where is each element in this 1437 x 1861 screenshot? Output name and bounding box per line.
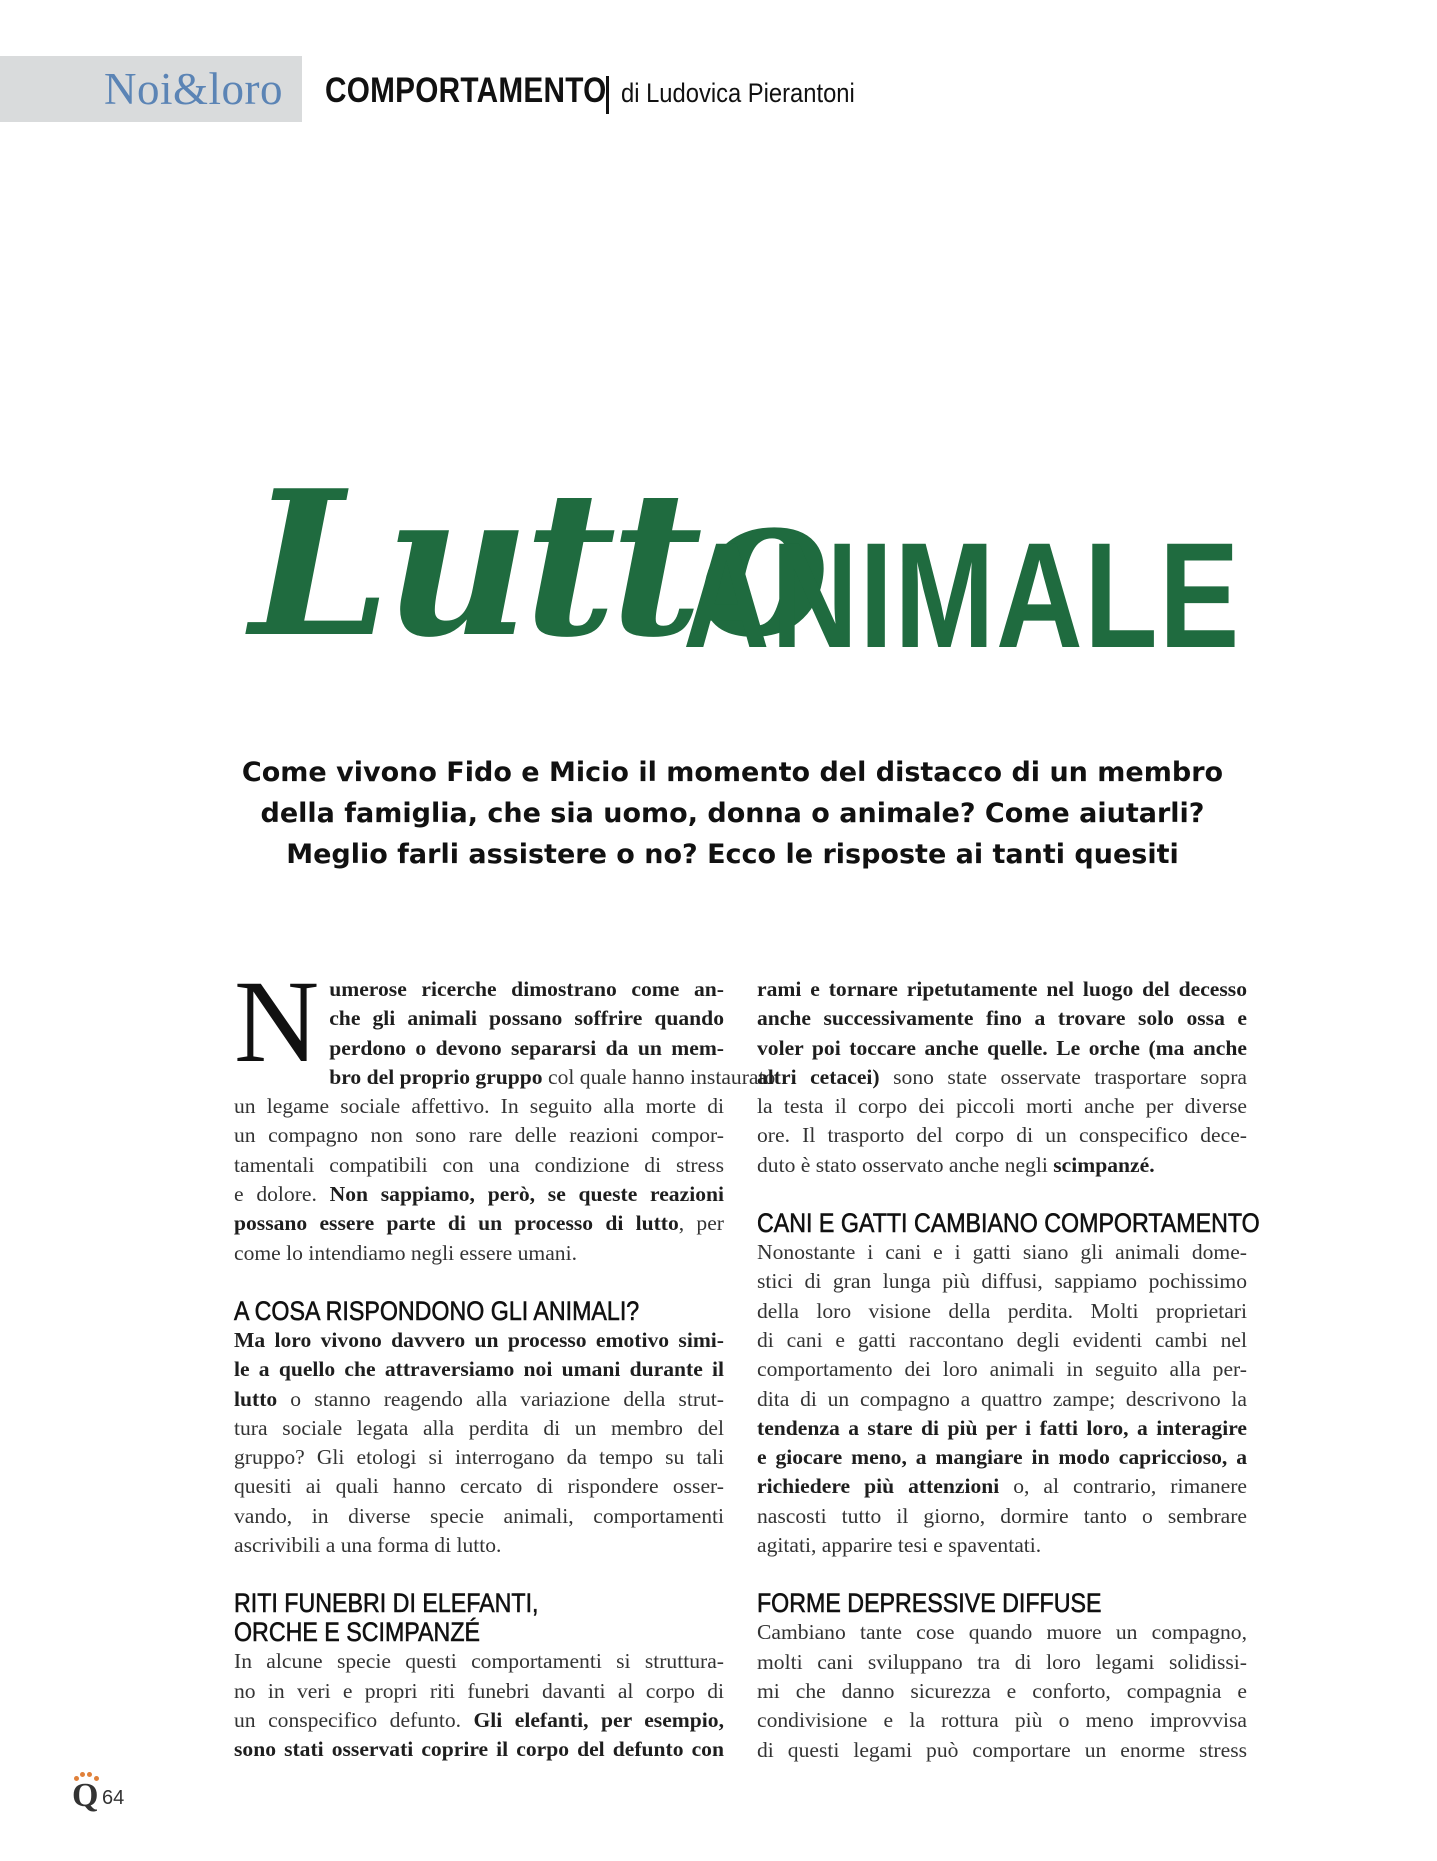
text-run: dita di un compagno a quattro zampe; descrivono la <box>757 1386 1247 1411</box>
text-bold: voler poi toccare anche quelle. Le orche (ma anche <box>757 1035 1247 1060</box>
subheading: A COSA RISPONDONO GLI ANIMALI? <box>234 1295 640 1326</box>
text-bold: Ma loro vivono davvero un processo emotivo simi- <box>234 1327 724 1352</box>
text-run: un compagno non sono rare delle reazioni compor- <box>234 1123 724 1148</box>
text-line <box>234 1092 724 1121</box>
text-run: duto è stato osservato anche negli <box>757 1152 1054 1177</box>
text-line <box>757 1151 1247 1180</box>
text-run: , per <box>678 1211 724 1236</box>
text-line <box>234 1677 724 1706</box>
text-line <box>757 1267 1247 1296</box>
text-bold: perdono o devono separarsi da un mem- <box>329 1035 724 1060</box>
standfirst <box>240 752 1225 875</box>
text-line <box>234 1443 724 1472</box>
text-line <box>757 1355 1247 1384</box>
text-run: stici di gran lunga più diffusi, sappiamo pochissimo <box>757 1269 1247 1294</box>
text-line <box>757 1121 1247 1150</box>
paragraph-gap <box>757 1180 1247 1209</box>
magazine-logo: Q <box>72 1777 99 1814</box>
text-run: di cani e gatti raccontano degli evidenti cambi nel <box>757 1327 1247 1352</box>
text-bold: Gli elefanti, per esempio, <box>473 1707 724 1732</box>
divider <box>606 76 609 114</box>
text-line <box>757 1297 1247 1326</box>
text-bold: sono stati osservati coprire il corpo del defunto con <box>234 1737 724 1762</box>
text-line <box>757 1472 1247 1501</box>
text-run: e dolore. <box>234 1182 330 1207</box>
paragraph-gap <box>234 1560 724 1589</box>
text-run: no in veri e propri riti funebri davanti al corpo di <box>234 1678 724 1703</box>
text-line <box>234 1209 724 1238</box>
text-line <box>757 1502 1247 1531</box>
text-line <box>757 1531 1247 1560</box>
text-line <box>757 1414 1247 1443</box>
text-run: Cambiano tante cose quando muore un compagno, <box>757 1620 1247 1645</box>
text-run: quesiti ai quali hanno cercato di rispondere osser- <box>234 1474 724 1499</box>
text-run: condivisione e la rottura più o meno improvvisa <box>757 1708 1247 1733</box>
text-bold: tendenza a stare di più per i fatti loro, a interagire <box>757 1415 1247 1440</box>
category-label: COMPORTAMENTO <box>325 71 607 110</box>
text-line <box>757 1706 1247 1735</box>
text-line <box>757 1004 1247 1033</box>
text-run: o stanno reagendo alla variazione della strut- <box>277 1386 724 1411</box>
text-line <box>757 1238 1247 1267</box>
text-line <box>234 1151 724 1180</box>
section-tag: Noi&loro <box>104 64 283 114</box>
text-run: o, al contrario, rimanere <box>999 1474 1247 1499</box>
subheading: FORME DEPRESSIVE DIFFUSE <box>757 1588 1102 1619</box>
text-run: un conspecifico defunto. <box>234 1707 474 1732</box>
author-byline: di Ludovica Pierantoni <box>621 78 856 108</box>
text-bold: possano essere parte di un processo di lutto <box>234 1211 679 1236</box>
text-run: della loro visione della perdita. Molti proprietari <box>757 1298 1247 1323</box>
text-bold: umerose ricerche dimostrano come an- <box>329 977 724 1001</box>
text-line <box>757 1326 1247 1355</box>
standfirst-line: Come vivono Fido e Micio il momento del distacco di un membro <box>241 757 1224 788</box>
text-bold: che gli animali possano soffrire quando <box>329 1006 724 1031</box>
text-line <box>234 1414 724 1443</box>
text-run: un legame sociale affettivo. In seguito alla morte di <box>234 1094 724 1119</box>
text-line <box>757 1092 1247 1121</box>
text-run: sono state osservate trasportare sopra <box>879 1064 1247 1089</box>
text-line <box>234 1180 724 1209</box>
text-line <box>234 1706 724 1735</box>
text-run: Nonostante i cani e i gatti siano gli animali dome- <box>757 1240 1247 1265</box>
text-bold: richiedere più attenzioni <box>757 1474 1000 1499</box>
headline <box>250 447 1250 715</box>
subheading: RITI FUNEBRI DI ELEFANTI, <box>234 1588 539 1619</box>
article-column-right <box>757 975 1260 1765</box>
paragraph-gap <box>234 1268 724 1297</box>
text-bold: le a quello che attraversiamo noi umani durante il <box>234 1357 724 1382</box>
text-run: nascosti tutto il giorno, dormire tanto o sembrare <box>757 1503 1247 1528</box>
text-line <box>234 1647 724 1676</box>
text-bold: Non sappiamo, però, se queste reazioni <box>329 1182 724 1207</box>
text-line <box>234 1385 724 1414</box>
text-line <box>757 1034 1247 1063</box>
text-bold: scimpanzé. <box>1053 1152 1155 1177</box>
text-line <box>757 1063 1247 1092</box>
text-run: ore. Il trasporto del corpo di un conspecifico dece- <box>757 1123 1247 1148</box>
drop-cap: N <box>234 956 320 1087</box>
text-line <box>234 1735 724 1764</box>
text-run: tamentali compatibili con una condizione di stress <box>234 1152 724 1177</box>
text-line <box>234 1355 724 1384</box>
text-bold: lutto <box>234 1386 278 1411</box>
right-body <box>757 975 1260 1765</box>
text-line <box>757 1385 1247 1414</box>
text-run: In alcune specie questi comportamenti si struttura- <box>234 1649 724 1674</box>
text-bold: altri cetacei) <box>757 1064 880 1089</box>
text-run: la testa il corpo dei piccoli morti anche per diverse <box>757 1094 1247 1119</box>
article-column-left <box>234 956 776 1765</box>
standfirst-line: della famiglia, che sia uomo, donna o animale? Come aiutarli? <box>260 798 1205 829</box>
text-run: ascrivibili a una forma di lutto. <box>234 1533 502 1558</box>
text-line <box>234 1502 724 1531</box>
text-run: tura sociale legata alla perdita di un membro del <box>234 1415 724 1440</box>
text-line <box>757 1443 1247 1472</box>
text-run: comportamento dei loro animali in seguito alla per- <box>757 1357 1247 1382</box>
text-run: gruppo? Gli etologi si interrogano da tempo su tali <box>234 1445 724 1470</box>
subheading: CANI E GATTI CAMBIANO COMPORTAMENTO <box>757 1208 1260 1239</box>
text-bold: e giocare meno, a mangiare in modo capriccioso, a <box>757 1445 1247 1470</box>
text-line <box>757 1736 1247 1765</box>
text-line <box>757 1648 1247 1677</box>
text-run: col quale hanno instaurato <box>542 1064 776 1089</box>
text-line <box>757 1677 1247 1706</box>
subheading: ORCHE E SCIMPANZÉ <box>234 1617 480 1648</box>
left-body <box>234 1063 776 1765</box>
text-line <box>234 1121 724 1150</box>
paragraph-gap <box>757 1560 1247 1589</box>
headline-caps: ANIMALE <box>683 511 1241 679</box>
kicker <box>325 62 887 120</box>
text-bold: rami e tornare ripetutamente nel luogo del decesso <box>757 977 1247 1001</box>
standfirst-line: Meglio farli assistere o no? Ecco le risposte ai tanti quesiti <box>286 839 1179 870</box>
text-line <box>234 1326 724 1355</box>
text-line <box>234 1239 724 1268</box>
text-line <box>234 1472 724 1501</box>
text-run: vando, in diverse specie animali, comportamenti <box>234 1503 724 1528</box>
text-run: agitati, apparire tesi e spaventati. <box>757 1533 1042 1558</box>
text-line <box>234 1531 724 1560</box>
text-run: molti cani sviluppano tra di loro legami solidissi- <box>757 1649 1247 1674</box>
text-run: come lo intendiamo negli essere umani. <box>234 1240 578 1265</box>
text-run: mi che danno sicurezza e conforto, compagnia e <box>757 1678 1247 1703</box>
text-line <box>757 1618 1247 1647</box>
text-bold: bro del proprio gruppo <box>329 1064 543 1089</box>
text-run: di questi legami può comportare un enorme stress <box>757 1737 1247 1762</box>
text-bold: anche successivamente fino a trovare solo ossa e <box>757 1006 1247 1031</box>
text-line <box>757 975 1247 1004</box>
page-number: 64 <box>102 1787 125 1809</box>
headline-script: Lutto <box>250 447 825 682</box>
